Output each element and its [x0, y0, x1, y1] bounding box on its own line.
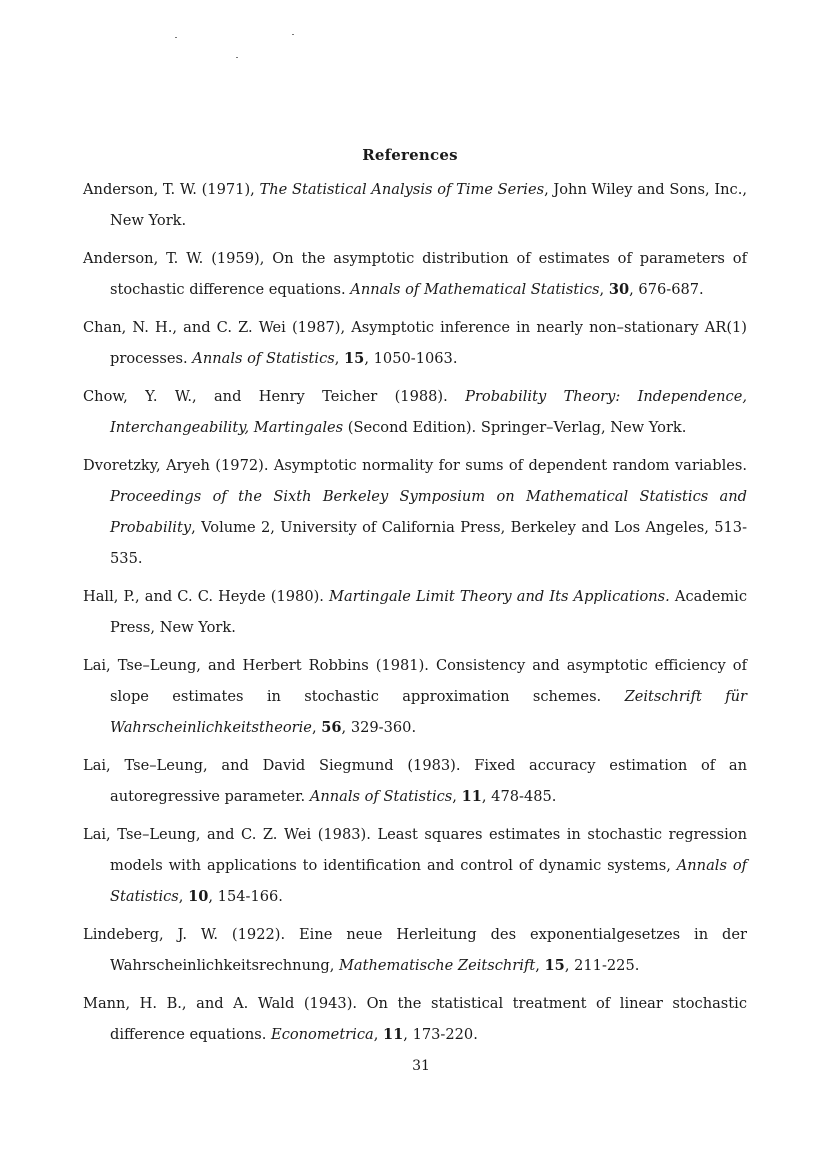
reference-entry	[83, 450, 747, 574]
reference-text: ,	[535, 957, 545, 974]
reference-text: , John Wiley and Sons, Inc., New York.	[110, 181, 747, 229]
reference-text: Lai, Tse–Leung, and David Siegmund (1983). Fixed accuracy estimation of an autoregressive parameter.	[83, 757, 747, 805]
reference-title: Martingale Limit Theory and Its Applications.	[329, 588, 670, 605]
reference-pages: , 173-220.	[403, 1026, 478, 1043]
reference-text: ,	[178, 888, 189, 905]
reference-entry	[83, 819, 747, 912]
reference-entry	[83, 381, 747, 443]
reference-text: ,	[599, 281, 609, 298]
reference-text: ,	[452, 788, 462, 805]
reference-title: Econometrica	[271, 1026, 374, 1043]
reference-entry	[83, 174, 747, 236]
reference-entry	[83, 919, 747, 981]
scan-speck	[292, 34, 294, 35]
reference-text: Academic Press, New York.	[110, 588, 748, 636]
reference-volume: 11	[382, 1026, 404, 1043]
reference-text: Hall, P., and C. C. Heyde (1980).	[83, 588, 330, 605]
reference-title: Annals of Statistics	[309, 788, 453, 805]
reference-text: Lai, Tse–Leung, and Herbert Robbins (1981). Consistency and asymptotic efficiency of slope estimates in stochastic approximation schemes.	[83, 657, 747, 705]
reference-text: Lindeberg, J. W. (1922). Eine neue Herleitung des exponentialgesetzes in der Wahrscheinlichkeitsrechnung,	[83, 926, 747, 974]
reference-title: Annals of Mathematical Statistics	[350, 281, 600, 298]
reference-text: Anderson, T. W. (1971),	[83, 181, 260, 198]
reference-text: ,	[373, 1026, 383, 1043]
reference-text: Dvoretzky, Aryeh (1972). Asymptotic normality for sums of dependent random variables.	[83, 457, 747, 474]
page-number: 31	[412, 1058, 430, 1074]
reference-volume: 10	[188, 888, 209, 905]
reference-title: The Statistical Analysis of Time Series	[259, 181, 545, 198]
reference-entry	[83, 312, 747, 374]
reference-entry	[83, 581, 747, 643]
reference-entry	[83, 650, 747, 743]
reference-text: Mann, H. B., and A. Wald (1943). On the statistical treatment of linear stochastic difference equations.	[83, 995, 747, 1043]
reference-volume: 15	[344, 350, 365, 367]
reference-volume: 15	[544, 957, 565, 974]
reference-text: (Second Edition). Springer–Verlag, New York.	[343, 419, 687, 436]
reference-volume: 11	[461, 788, 482, 805]
reference-pages: , 1050-1063.	[364, 350, 458, 367]
reference-pages: , 329-360.	[341, 719, 417, 736]
reference-list	[83, 174, 747, 1057]
reference-text: Chan, N. H., and C. Z. Wei (1987), Asymptotic inference in nearly non–stationary AR(1) processes.	[83, 319, 747, 367]
reference-text: Anderson, T. W. (1959), On the asymptotic distribution of estimates of parameters of stochastic difference equations.	[83, 250, 747, 298]
reference-text: Chow, Y. W., and Henry Teicher (1988).	[83, 388, 466, 405]
reference-title: Mathematische Zeitschrift	[338, 957, 536, 974]
reference-title: Probability Theory: Independence, Interchangeability, Martingales	[110, 388, 747, 436]
reference-text: , Volume 2, University of California Press, Berkeley and Los Angeles, 513-535.	[110, 519, 747, 567]
reference-entry	[83, 750, 747, 812]
reference-pages: , 154-166.	[208, 888, 283, 905]
reference-volume: 56	[321, 719, 342, 736]
scan-speck	[175, 37, 177, 38]
reference-text: ,	[311, 719, 322, 736]
reference-volume: 30	[608, 281, 630, 298]
reference-pages: , 478-485.	[481, 788, 557, 805]
reference-pages: , 211-225.	[564, 957, 640, 974]
reference-title: Annals of Statistics	[192, 350, 335, 367]
reference-pages: , 676-687.	[629, 281, 704, 298]
references-heading: References	[362, 146, 458, 164]
reference-title: Zeitschrift für Wahrscheinlichkeitstheorie	[110, 688, 747, 736]
reference-text: Lai, Tse–Leung, and C. Z. Wei (1983). Least squares estimates in stochastic regression models with applications to identification and control of dynamic systems,	[83, 826, 747, 874]
reference-title: Annals of Statistics	[110, 857, 748, 905]
reference-text: ,	[334, 350, 345, 367]
reference-title: Proceedings of the Sixth Berkeley Symposium on Mathematical Statistics and Probability	[110, 488, 747, 536]
reference-entry	[83, 243, 747, 305]
scan-speck	[236, 57, 238, 58]
reference-entry	[83, 988, 747, 1050]
